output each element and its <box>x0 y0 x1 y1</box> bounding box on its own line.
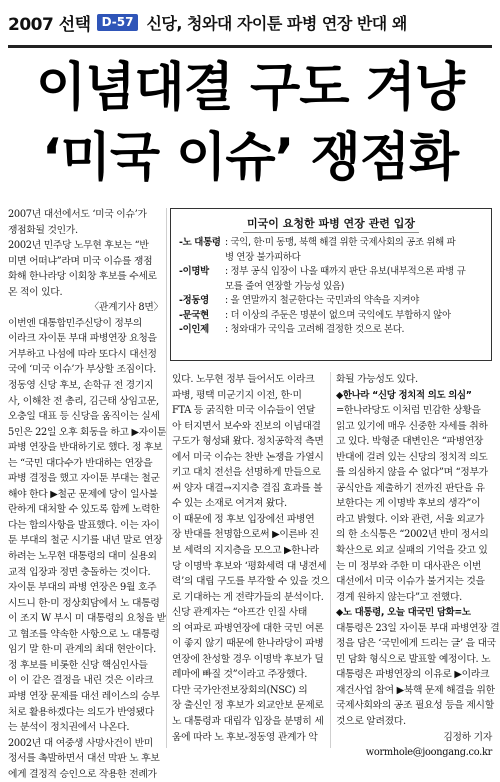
article-line: ◆노 대통령, 오늘 대국민 담화=노 <box>336 607 471 619</box>
article-header <box>8 2 492 42</box>
headline-line-1: 이념대결 구도 겨냥 <box>35 58 465 118</box>
factbox-title: 미국이 요청한 파병 연장 관련 입장 <box>179 215 483 231</box>
factbox-stance-line: 병 연장 불가피하다 <box>225 251 301 263</box>
article-line: 고 협조를 약속한 사항으로 노 대통령 <box>8 628 160 640</box>
article-line: 이 조지 W 부시 미 대통령의 요청을 받 <box>8 613 166 625</box>
article-line: 력’의 대립 구도를 부각할 수 있을 것으 <box>172 576 330 588</box>
article-line: 읽고 있기에 매우 신중한 자세를 취하 <box>336 420 488 432</box>
article-line: 써 양자 대결→지지층 결집 효과를 볼 <box>172 482 323 494</box>
factbox-stance-line: : 더 이상의 주둔은 명분이 없으며 국익에도 부합하지 않아 <box>225 309 451 321</box>
article-line: 란하게 대처할 수 있도록 함께 노력한 <box>8 504 160 516</box>
factbox-item <box>179 265 483 294</box>
column-divider <box>166 208 167 748</box>
headline-line-2: ‘미국 이슈’ 쟁점화 <box>41 128 459 188</box>
factbox-item <box>179 294 483 309</box>
article-line: 거부하고 나섬에 따라 또다시 대선정 <box>8 348 157 360</box>
article-line: 시드니 한·미 정상회담에서 노 대통령 <box>8 597 160 609</box>
factbox-person: -정동영 <box>179 295 209 306</box>
article-line: 를 의심하지 않을 수 없다”며 “정부가 <box>336 467 488 479</box>
article-line: 라고 밝혔다. 이와 관련, 서울 외교가 <box>336 513 484 525</box>
article-line: 파병 결정을 했고 자이툰 부대는 철군 <box>8 473 160 485</box>
factbox-person: -이인제 <box>179 324 209 335</box>
factbox-item <box>179 236 483 265</box>
article-line: 장 반대를 천명함으로써 ▶이른바 진 <box>172 529 319 541</box>
position-factbox <box>170 208 492 361</box>
article-line: 툰 부대의 철군 시기를 내년 말로 연장 <box>8 535 163 547</box>
article-line: 경계 원하지 않는다”고 전했다. <box>336 591 462 603</box>
article-line: 교적 입장과 정면 충돌하는 것이다. <box>8 566 151 578</box>
article-line: 의 한 소식통은 “2002년 반미 정서의 <box>336 529 489 541</box>
factbox-person: -이명박 <box>179 266 209 277</box>
subheadline: 신당, 청와대 자이툰 파병 연장 반대 왜 <box>146 13 407 33</box>
factbox-person: -노 대통령 <box>179 237 221 248</box>
factbox-stance <box>225 309 483 324</box>
article-line: 하려는 노무현 대통령의 대미 실용외 <box>8 551 157 563</box>
article-line: 신당 관계자는 “아프간 인질 사태 <box>172 607 308 619</box>
article-line: 장 출신인 정 후보가 외교안보 문제로 <box>172 700 324 712</box>
article-line: 미면 어떠냐”라며 미국 이슈를 쟁점 <box>8 255 153 267</box>
article-line: 2007년 대선에서도 ‘미국 이슈’가 <box>8 209 147 220</box>
factbox-stance <box>225 323 483 338</box>
article-line: 다만 국가안전보장회의(NSC) 의 <box>172 684 308 696</box>
article-column-3 <box>336 372 500 761</box>
article-line: 2002년 대 여중생 사망사건이 반미 <box>8 737 153 749</box>
series-label: 2007 선택 <box>8 14 91 35</box>
article-line: 해야 한다 ▶철군 문제에 당이 일사불 <box>8 488 158 500</box>
article-line: 이 때문에 정 후보 입장에선 파병연 <box>172 513 315 525</box>
article-line: 키고 대치 전선을 선명하게 만들으로 <box>172 467 321 479</box>
article-line: 대통령은 파병연장의 이유로 ▶이라크 <box>336 669 490 681</box>
article-line: 보 세력의 지지층을 모으고 ▶한나라 <box>172 545 319 557</box>
article-line: 대선에서 미국 이슈가 불거지는 것을 <box>336 576 485 588</box>
article-line: 〈관계기사 8면〉 <box>89 302 163 314</box>
article-line: 국에 ‘미국 이슈’가 부상할 조짐이다. <box>8 364 156 376</box>
article-line: 이 이 같은 결정을 내린 것은 이라크 <box>8 675 154 687</box>
article-line: 사, 이해찬 전 총리, 김근태 상임고문, <box>8 395 159 407</box>
article-column-2 <box>172 372 330 745</box>
article-line: 파병 연장 문제를 대선 레이스의 승부 <box>8 690 160 702</box>
article-line: 것으로 알려졌다. <box>336 716 406 728</box>
factbox-item <box>179 323 483 338</box>
article-line: 로 기대하는 게 전략가들의 분석이다. <box>172 591 324 603</box>
article-line: 재건사업 참여 ▶북핵 문제 해결을 위한 <box>336 684 495 696</box>
article-line: 고 있다. 박형준 대변인은 “파병연장 <box>336 436 484 448</box>
article-line: 이번엔 대통합민주신당이 정부의 <box>8 317 142 329</box>
factbox-stance <box>225 236 483 265</box>
article-line: 반대에 걸려 있는 신당의 정치적 의도 <box>336 451 488 463</box>
article-line: 연장에 찬성할 경우 이명박 후보가 딜 <box>172 653 324 665</box>
article-line: 확산으로 외교 실패의 기억을 갖고 있 <box>336 545 488 557</box>
article-line: 는 분석이 정치권에서 나온다. <box>8 722 130 734</box>
article-line: 대통령은 23일 자이툰 부대 파병연장 결 <box>336 622 500 634</box>
factbox-list <box>179 236 483 338</box>
article-line: 보한다는 게 이명박 후보의 생각”이 <box>336 498 481 510</box>
factbox-item <box>179 309 483 324</box>
factbox-stance-line: : 정부 공식 입장이 나올 때까지 판단 유보(내부적으론 파병 규 <box>225 266 466 277</box>
article-line: 정서를 촉발하면서 대선 막판 노 후보 <box>8 753 160 765</box>
factbox-person: -문국현 <box>179 309 209 321</box>
article-line: 공식안을 제출하기 전까진 판단을 유 <box>336 482 485 494</box>
article-line: =한나라당도 이처럼 민감한 상황을 <box>336 405 481 417</box>
article-line: 자이툰 부대의 파병 연장은 9월 호주 <box>8 582 157 594</box>
article-line: 국제사회와의 공조 필요성 등을 제시할 <box>336 700 494 712</box>
header-rule <box>8 45 492 48</box>
article-line: 5인은 22일 오후 회동을 하고 ▶자이툰 <box>8 426 167 438</box>
article-line: 의 여파로 파병연장에 대한 국민 여론 <box>172 622 324 634</box>
factbox-stance <box>225 294 483 309</box>
article-line: 아 터지면서 보수와 진보의 이념대결 <box>172 420 321 432</box>
article-line: 정동영 신당 후보, 손학규 전 경기지 <box>8 380 154 392</box>
article-line: FTA 등 굵직한 미국 이슈들이 연달 <box>172 405 316 417</box>
article-line: wormhole@joongang.co.kr <box>365 747 492 759</box>
article-column-1 <box>8 207 167 782</box>
article-line: 는 미 정부와 주한 미 대사관은 이번 <box>336 560 482 572</box>
article-line: 레마에 빠질 것”이라고 주장했다. <box>172 669 308 681</box>
article-line: 구도가 형성돼 왔다. 정치공학적 측면 <box>172 436 324 448</box>
article-line: 는 “국민 대다수가 반대하는 연장을 <box>8 457 153 469</box>
factbox-stance-line: : 올 연말까지 철군한다는 국민과의 약속을 지켜야 <box>225 295 420 306</box>
article-line: 2002년 민주당 노무현 후보는 “반 <box>8 240 149 252</box>
article-line: 파병, 평택 미군기지 이전, 한·미 <box>172 389 302 401</box>
factbox-stance <box>225 265 483 294</box>
factbox-stance-line: : 국익, 한·미 동맹, 북핵 해결 위한 국제사회의 공조 위해 파 <box>225 237 456 248</box>
article-line: 정 후보를 비롯한 신당 핵심인사들 <box>8 659 148 671</box>
factbox-stance-line: : 청와대가 국익을 고려해 결정한 것으로 본다. <box>225 324 405 335</box>
article-line: 오충일 대표 등 신당을 움직이는 실세 <box>8 411 160 423</box>
article-line: 민 담화 형식으로 발표할 예정이다. 노 <box>336 653 491 665</box>
article-line: 다는 합의사항을 발표했다. 이는 자이 <box>8 519 160 531</box>
d-day-badge: D-57 <box>97 14 139 31</box>
article-line: 화될 가능성도 있다. <box>336 374 418 385</box>
article-line: 에게 결정적 승인으로 작용한 전례가 <box>8 768 157 780</box>
article-line: 에서 미국 이슈는 찬반 논쟁을 가열시 <box>172 451 324 463</box>
article-line: ◆한나라 “신당 정치적 의도 의심” <box>336 389 472 401</box>
article-line: 수 있는 소재로 여겨져 왔다. <box>172 498 287 510</box>
article-line: 몬 적이 있다. <box>8 286 63 298</box>
article-line: 노 대통령과 대립각 입장을 분명히 세 <box>172 716 324 728</box>
article-line: 쟁점화될 것인가. <box>8 224 78 236</box>
article-line: 이라크 자이툰 부대 파병연장 요청을 <box>8 333 157 345</box>
article-line: 정을 담은 ‘국민에게 드리는 글’ 을 대국 <box>336 638 496 650</box>
article-line: 당 이명박 후보와 ‘평화세력 대 냉전세 <box>172 560 327 572</box>
article-line: 파병 연장을 반대하기로 했다. 정 후보 <box>8 442 163 454</box>
factbox-stance-line: 모를 줄여 연장할 가능성 있음) <box>225 280 345 292</box>
article-line: 임기 말 한·미 관계의 최대 현안이다. <box>8 644 156 656</box>
column-divider <box>330 372 331 748</box>
article-line: 이 좋지 않기 때문에 한나라당이 파병 <box>172 638 324 650</box>
article-line: 움에 따라 노 후보-정동영 관계가 악 <box>172 731 318 743</box>
article-line: 김정하 기자 <box>443 731 492 743</box>
article-line: 처로 활용하겠다는 의도가 반영됐다 <box>8 706 154 718</box>
article-line: 있다. 노무현 정부 들어서도 이라크 <box>172 374 315 385</box>
article-line: 화해 한나라당 이회창 후보를 수세로 <box>8 271 157 283</box>
